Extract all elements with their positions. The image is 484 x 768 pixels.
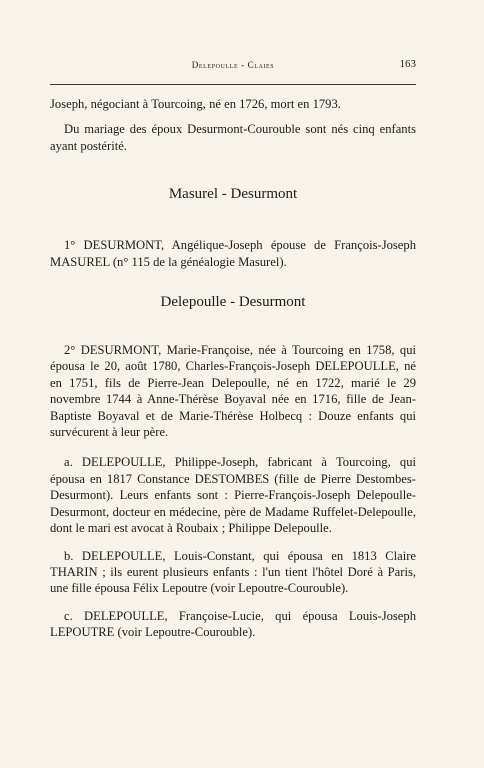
page-number: 163 (399, 58, 416, 70)
paragraph-entry-1: 1° DESURMONT, Angélique-Joseph épouse de François-Joseph MASUREL (n° 115 de la généalogie Masurel). (50, 238, 416, 269)
paragraph-entry-2: 2° DESURMONT, Marie-Françoise, née à Tourcoing en 1758, qui épousa le 20, août 1780, Charles-François-Joseph DELEPOULLE, né en 1751, fils de Pierre-Jean Delepoulle, né en 1722, marié le 29 novembre 1744 à Anne-Thérèse Boyaval née en 1716, fille de Jean-Baptiste Boyaval et de Marie-Thérèse Holbecq : Douze enfants qui survécurent à leur père. (50, 343, 416, 440)
running-head: Delepoulle - Claies (191, 60, 275, 70)
paragraph-entry-b: b. DELEPOULLE, Louis-Constant, qui épousa en 1813 Claire THARIN ; ils eurent plusieurs enfants : l'un tient l'hôtel Doré à Paris, une fille épousa Félix Lepoutre (voir Lepoutre-Courouble). (50, 548, 416, 596)
section-heading-masurel-desurmont: Masurel - Desurmont (168, 186, 298, 203)
paragraph-entry-c: c. DELEPOULLE, Françoise-Lucie, qui épousa Louis-Joseph LEPOUTRE (voir Lepoutre-Courouble). (50, 608, 416, 640)
paragraph-continuation: Joseph, négociant à Tourcoing, né en 1726, mort en 1793. (50, 97, 341, 111)
paragraph-entry-a: a. DELEPOULLE, Philippe-Joseph, fabricant à Tourcoing, qui épousa en 1817 Constance DESTOMBES (fille de Pierre Destombes-Desurmont). Leurs enfants sont : Pierre-François-Joseph Delepoulle-Desurmont, docteur en médecine, père de Madame Ruffelet-Delepoulle, dont le mari est avocat à Roubaix ; Philippe Delepoulle. (50, 455, 416, 536)
section-heading-delepoulle-desurmont: Delepoulle - Desurmont (160, 294, 306, 311)
page-header (50, 58, 416, 74)
paragraph-posterity: Du mariage des époux Desurmont-Courouble sont nés cinq enfants ayant postérité. (50, 122, 416, 153)
header-rule (50, 84, 416, 85)
page-body (50, 96, 416, 641)
